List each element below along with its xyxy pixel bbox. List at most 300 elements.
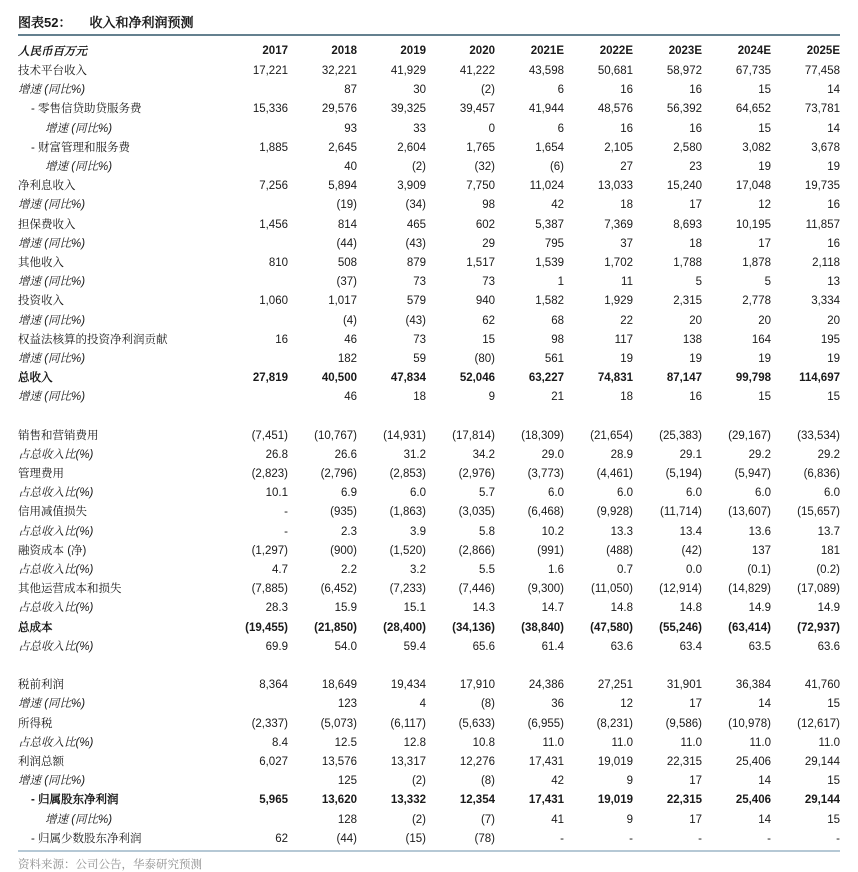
cell-value: (78) [474, 832, 495, 845]
cell-value: 10.2 [541, 525, 564, 538]
cell-value: 22,315 [666, 755, 702, 768]
row-label: 增速 (同比%) [18, 698, 86, 711]
cell-value: 39,457 [459, 103, 495, 116]
cell-value: 29.0 [541, 448, 564, 461]
cell-value: 46 [344, 333, 357, 346]
cell-value: (19,455) [245, 621, 288, 634]
cell-value: (1,863) [389, 506, 426, 519]
cell-value: (29,167) [728, 429, 771, 442]
cell-value: 15 [827, 391, 840, 404]
row-label: 增速 (同比%) [18, 314, 86, 327]
cell-value: (25,383) [659, 429, 702, 442]
cell-value: - [284, 525, 288, 538]
row-label: 占总收入比(%) [18, 448, 94, 461]
cell-value: 18 [689, 237, 702, 250]
table-row [18, 580, 840, 599]
year-column-header: 2021E [530, 45, 564, 57]
cell-value: 19,019 [597, 755, 633, 768]
cell-value [219, 273, 288, 292]
cell-value: 15.9 [334, 602, 357, 615]
table-row [18, 542, 840, 561]
cell-value: (0.1) [747, 564, 771, 577]
cell-value: (8) [480, 775, 495, 788]
cell-value: 73,781 [804, 103, 840, 116]
cell-value: 31,901 [666, 679, 702, 692]
cell-value: (2,976) [458, 468, 495, 481]
cell-value: 18 [620, 391, 633, 404]
row-label: 增速 (同比%) [18, 775, 86, 788]
cell-value: 73 [482, 276, 495, 289]
cell-value: 14 [827, 84, 840, 97]
year-column-header: 2022E [599, 45, 633, 57]
cell-value: 17 [689, 199, 702, 212]
cell-value: 26.8 [265, 448, 288, 461]
cell-value: 22 [620, 314, 633, 327]
cell-value: 32,221 [321, 65, 357, 77]
row-label: 增速 (同比%) [18, 199, 86, 212]
cell-value: 1,017 [328, 295, 357, 308]
year-column-header: 2024E [737, 45, 771, 57]
row-label: 所得税 [18, 717, 53, 730]
cell-value: 13,033 [597, 180, 633, 193]
cell-value: 73 [413, 333, 426, 346]
row-label: 增速 (同比%) [45, 122, 113, 135]
cell-value: 879 [406, 257, 426, 270]
row-label: 占总收入比(%) [18, 602, 94, 615]
cell-value: (11,050) [591, 583, 633, 596]
cell-value: (2,823) [251, 468, 288, 481]
cell-value: 27,819 [252, 372, 288, 385]
cell-value [219, 196, 288, 215]
row-label: - 归属股东净利润 [31, 794, 119, 807]
cell-value: 29,144 [804, 755, 840, 768]
table-row [18, 216, 840, 235]
cell-value: 69.9 [265, 640, 288, 653]
cell-value: 6 [557, 84, 564, 97]
cell-value: 28.9 [610, 448, 633, 461]
table-row [18, 676, 840, 695]
row-label: 增速 (同比%) [45, 161, 113, 174]
cell-value: 46 [344, 391, 357, 404]
cell-value: 28.3 [265, 602, 288, 615]
year-column-header: 2017 [262, 45, 288, 57]
cell-value: 14.3 [472, 602, 495, 615]
table-row [18, 158, 840, 177]
cell-value: 16 [275, 333, 288, 346]
cell-value: (17,814) [452, 429, 495, 442]
cell-value: (10,767) [314, 429, 357, 442]
cell-value: 41 [551, 813, 564, 826]
cell-value: 6.0 [410, 487, 426, 500]
table-row [18, 196, 840, 215]
cell-value: (900) [330, 544, 357, 557]
cell-value: 12 [620, 698, 633, 711]
cell-value: 47,834 [390, 372, 426, 385]
cell-value: 87 [344, 84, 357, 97]
cell-value: 465 [406, 218, 426, 231]
table-row [18, 561, 840, 580]
cell-value: 1,456 [259, 218, 288, 231]
cell-value: 30 [413, 84, 426, 97]
cell-value: (12,617) [797, 717, 840, 730]
cell-value: 74,831 [597, 372, 633, 385]
cell-value: (2) [480, 84, 495, 97]
cell-value: 6.0 [755, 487, 771, 500]
cell-value: 11.0 [818, 736, 840, 749]
cell-value: 164 [751, 333, 771, 346]
table-row [18, 273, 840, 292]
cell-value: 87,147 [666, 372, 702, 385]
cell-value: 13.3 [610, 525, 633, 538]
cell-value: (7,451) [251, 429, 288, 442]
cell-value: 6.0 [617, 487, 633, 500]
cell-value: (38,840) [521, 621, 564, 634]
cell-value: 3,909 [397, 180, 426, 193]
table-row [18, 811, 840, 830]
table-row [18, 331, 840, 350]
cell-value: 1 [557, 276, 564, 289]
cell-value: 63,227 [528, 372, 564, 385]
cell-value: 14.8 [679, 602, 702, 615]
cell-value: 12,276 [459, 755, 495, 768]
cell-value: 6 [557, 122, 564, 135]
cell-value: 65.6 [472, 640, 495, 653]
cell-value [219, 312, 288, 331]
cell-value: (33,534) [797, 429, 840, 442]
table-row [18, 695, 840, 714]
cell-value [219, 350, 288, 369]
cell-value: 63.4 [679, 640, 702, 653]
cell-value: 602 [475, 218, 495, 231]
cell-value: 1.6 [548, 564, 564, 577]
row-label: 净利息收入 [18, 180, 76, 193]
cell-value [219, 811, 288, 830]
cell-value: (1,297) [251, 544, 288, 557]
cell-value: 15 [827, 813, 840, 826]
table-row [18, 791, 840, 810]
cell-value: 67,735 [735, 65, 771, 77]
cell-value: 48,576 [597, 103, 633, 116]
cell-value: - [767, 832, 771, 845]
table-row [18, 139, 840, 158]
row-label: 其他运营成本和损失 [18, 583, 122, 596]
table-row [18, 388, 840, 407]
row-label: 税前利润 [18, 679, 64, 692]
cell-value: 36 [551, 698, 564, 711]
year-column-header: 2018 [331, 45, 357, 57]
cell-value: 15 [482, 333, 495, 346]
cell-value: - [560, 832, 564, 845]
cell-value: 10.1 [265, 487, 288, 500]
cell-value: 1,517 [466, 257, 495, 270]
cell-value: 34.2 [472, 448, 495, 461]
cell-value: 16 [620, 122, 633, 135]
row-label: 占总收入比(%) [18, 736, 94, 749]
cell-value: (72,937) [797, 621, 840, 634]
cell-value: 12,354 [459, 794, 495, 807]
table-row [18, 81, 840, 100]
figure-title [18, 13, 840, 32]
cell-value [219, 81, 288, 100]
cell-value: (6,836) [803, 468, 840, 481]
cell-value: 15 [758, 84, 771, 97]
cell-value [219, 772, 288, 791]
cell-value: 29,144 [804, 794, 840, 807]
cell-value: - [698, 832, 702, 845]
cell-value: 63.6 [817, 640, 840, 653]
cell-value: 1,788 [673, 257, 702, 270]
cell-value: (2) [411, 813, 426, 826]
row-label: - 零售信贷助贷服务费 [31, 103, 142, 116]
cell-value: 40 [344, 161, 357, 174]
cell-value: 15.1 [403, 602, 426, 615]
cell-value: 9 [488, 391, 495, 404]
table-row [18, 619, 840, 638]
cell-value: (4,461) [596, 468, 633, 481]
cell-value: (7,885) [251, 583, 288, 596]
cell-value: 20 [827, 314, 840, 327]
cell-value: (5,194) [665, 468, 702, 481]
cell-value: 1,539 [535, 257, 564, 270]
row-label: - 归属少数股东净利润 [31, 832, 142, 845]
cell-value: 36,384 [735, 679, 771, 692]
cell-value: 6.0 [686, 487, 702, 500]
row-label: 信用减值损失 [18, 506, 87, 519]
cell-value: (21,654) [590, 429, 633, 442]
cell-value: (8,231) [596, 717, 633, 730]
cell-value: 11.0 [542, 736, 564, 749]
cell-value: 29.2 [817, 448, 840, 461]
cell-value: (37) [336, 276, 357, 289]
unit-column-header: 人民币百万元 [18, 46, 87, 58]
row-label: 占总收入比(%) [18, 525, 94, 538]
cell-value: 13.4 [679, 525, 702, 538]
row-label: 销售和营销费用 [18, 429, 99, 442]
cell-value: 16 [827, 199, 840, 212]
cell-value: (2,796) [320, 468, 357, 481]
table-row [18, 120, 840, 139]
cell-value: (47,580) [590, 621, 633, 634]
cell-value: 138 [682, 333, 702, 346]
table-row [18, 292, 840, 311]
cell-value: 17 [758, 237, 771, 250]
cell-value: 14.8 [610, 602, 633, 615]
cell-value: 123 [337, 698, 357, 711]
cell-value: (12,914) [659, 583, 702, 596]
row-label: 占总收入比(%) [18, 640, 94, 653]
cell-value: (28,400) [383, 621, 426, 634]
cell-value: (7,233) [389, 583, 426, 596]
cell-value: 1,060 [259, 295, 288, 308]
cell-value: (42) [681, 544, 702, 557]
cell-value: 23 [689, 161, 702, 174]
cell-value: (34) [405, 199, 426, 212]
cell-value: 181 [820, 544, 840, 557]
cell-value: 63.5 [748, 640, 771, 653]
cell-value: 128 [337, 813, 357, 826]
cell-value: 0.7 [617, 564, 633, 577]
cell-value: 14 [758, 698, 771, 711]
row-label: 占总收入比(%) [18, 564, 94, 577]
cell-value: (18,309) [521, 429, 564, 442]
table-row [18, 312, 840, 331]
cell-value: 19,735 [804, 180, 840, 193]
row-label: 增速 (同比%) [18, 84, 86, 97]
cell-value: 11.0 [611, 736, 633, 749]
cell-value: 7,369 [604, 218, 633, 231]
cell-value [219, 158, 288, 177]
cell-value: 93 [344, 122, 357, 135]
cell-value: (7) [480, 813, 495, 826]
cell-value: 1,654 [535, 141, 564, 154]
row-label: 担保费收入 [18, 218, 76, 231]
table-row [18, 350, 840, 369]
cell-value: 41,222 [459, 65, 495, 77]
cell-value: 7,750 [466, 180, 495, 193]
year-column-header: 2019 [400, 45, 426, 57]
table-row [18, 446, 840, 465]
cell-value: 2,778 [742, 295, 771, 308]
year-column-header: 2023E [668, 45, 702, 57]
cell-value: 3.9 [410, 525, 426, 538]
cell-value: 15 [758, 391, 771, 404]
cell-value: 16 [620, 84, 633, 97]
cell-value: 2,118 [812, 257, 840, 270]
cell-value: 5.5 [479, 564, 495, 577]
cell-value: 1,878 [742, 257, 771, 270]
cell-value: (991) [537, 544, 564, 557]
cell-value: (17,089) [797, 583, 840, 596]
cell-value: 77,458 [804, 65, 840, 77]
cell-value: 41,760 [804, 679, 840, 692]
cell-value: (5,947) [734, 468, 771, 481]
cell-value: 14 [827, 122, 840, 135]
cell-value: 18,649 [321, 679, 357, 692]
cell-value: 6.0 [824, 487, 840, 500]
cell-value: 810 [268, 257, 288, 270]
table-row [18, 254, 840, 273]
cell-value: 17 [689, 775, 702, 788]
cell-value: 0 [488, 122, 495, 135]
cell-value: 22,315 [666, 794, 702, 807]
cell-value: 8,364 [259, 679, 288, 692]
cell-value: 5,894 [328, 180, 357, 193]
spacer-row [18, 408, 840, 427]
cell-value: (19) [336, 199, 357, 212]
row-label: 利润总额 [18, 755, 64, 768]
table-header-row [18, 36, 840, 62]
cell-value: 940 [475, 295, 495, 308]
cell-value: (34,136) [452, 621, 495, 634]
cell-value: (2,866) [458, 544, 495, 557]
row-label: 其他收入 [18, 257, 64, 270]
cell-value: 2,604 [397, 141, 426, 154]
cell-value: (10,978) [728, 717, 771, 730]
cell-value: (3,035) [458, 506, 495, 519]
cell-value: 5 [764, 276, 771, 289]
cell-value: 5 [695, 276, 702, 289]
cell-value: (9,586) [665, 717, 702, 730]
cell-value: 20 [689, 314, 702, 327]
cell-value: (15) [405, 832, 426, 845]
year-column-header: 2025E [806, 45, 840, 57]
source-note: 资料来源：公司公告，华泰研究预测 [18, 858, 202, 871]
cell-value: 9 [626, 775, 633, 788]
cell-value: (43) [405, 237, 426, 250]
cell-value: (15,657) [797, 506, 840, 519]
row-label: 权益法核算的投资净利润贡献 [18, 333, 168, 346]
cell-value: 17,431 [528, 794, 564, 807]
cell-value: 41,929 [390, 65, 426, 77]
figure-title-prefix: 图表52： [18, 15, 72, 30]
cell-value: (80) [474, 353, 495, 366]
cell-value: (3,773) [527, 468, 564, 481]
cell-value: 9 [626, 813, 633, 826]
cell-value: 64,652 [735, 103, 771, 116]
cell-value: 2,645 [328, 141, 357, 154]
cell-value: (44) [336, 832, 357, 845]
cell-value: 14 [758, 775, 771, 788]
cell-value: 52,046 [459, 372, 495, 385]
cell-value: (21,850) [314, 621, 357, 634]
cell-value: 4 [419, 698, 426, 711]
cell-value: - [629, 832, 633, 845]
row-label: 增速 (同比%) [18, 237, 86, 250]
cell-value: (935) [330, 506, 357, 519]
cell-value: 27,251 [597, 679, 633, 692]
cell-value: 15 [827, 698, 840, 711]
row-label: 增速 (同比%) [18, 391, 86, 404]
row-label: 增速 (同比%) [18, 353, 86, 366]
cell-value: 25,406 [735, 755, 771, 768]
cell-value: 73 [413, 276, 426, 289]
row-label: 增速 (同比%) [18, 276, 86, 289]
cell-value: 17,048 [735, 180, 771, 193]
cell-value: 16 [689, 122, 702, 135]
table-row [18, 523, 840, 542]
cell-value: 42 [551, 775, 564, 788]
table-row [18, 100, 840, 119]
cell-value: (44) [336, 237, 357, 250]
cell-value: 27 [620, 161, 633, 174]
cell-value: 1,765 [466, 141, 495, 154]
cell-value: 25,406 [735, 794, 771, 807]
row-label: 技术平台收入 [18, 65, 87, 77]
cell-value: 13 [827, 276, 840, 289]
cell-value: 11,857 [805, 218, 840, 231]
cell-value: - [836, 832, 840, 845]
cell-value: 19 [827, 161, 840, 174]
cell-value: 15,336 [252, 103, 288, 116]
cell-value: (6,452) [320, 583, 357, 596]
cell-value: 13,576 [321, 755, 357, 768]
cell-value: 3.2 [410, 564, 426, 577]
cell-value: 114,697 [799, 372, 840, 385]
figure-title-text: 收入和净利润预测 [89, 15, 194, 30]
cell-value: (4) [342, 314, 357, 327]
cell-value: 3,334 [811, 295, 840, 308]
cell-value: 17 [689, 813, 702, 826]
cell-value: 18 [620, 199, 633, 212]
cell-value: (5,073) [320, 717, 357, 730]
cell-value: 12 [758, 199, 771, 212]
cell-value: 98 [482, 199, 495, 212]
cell-value: 11,024 [529, 180, 564, 193]
table-row [18, 369, 840, 388]
table-row [18, 62, 840, 81]
cell-value: (5,633) [458, 717, 495, 730]
row-label: 投资收入 [18, 295, 64, 308]
